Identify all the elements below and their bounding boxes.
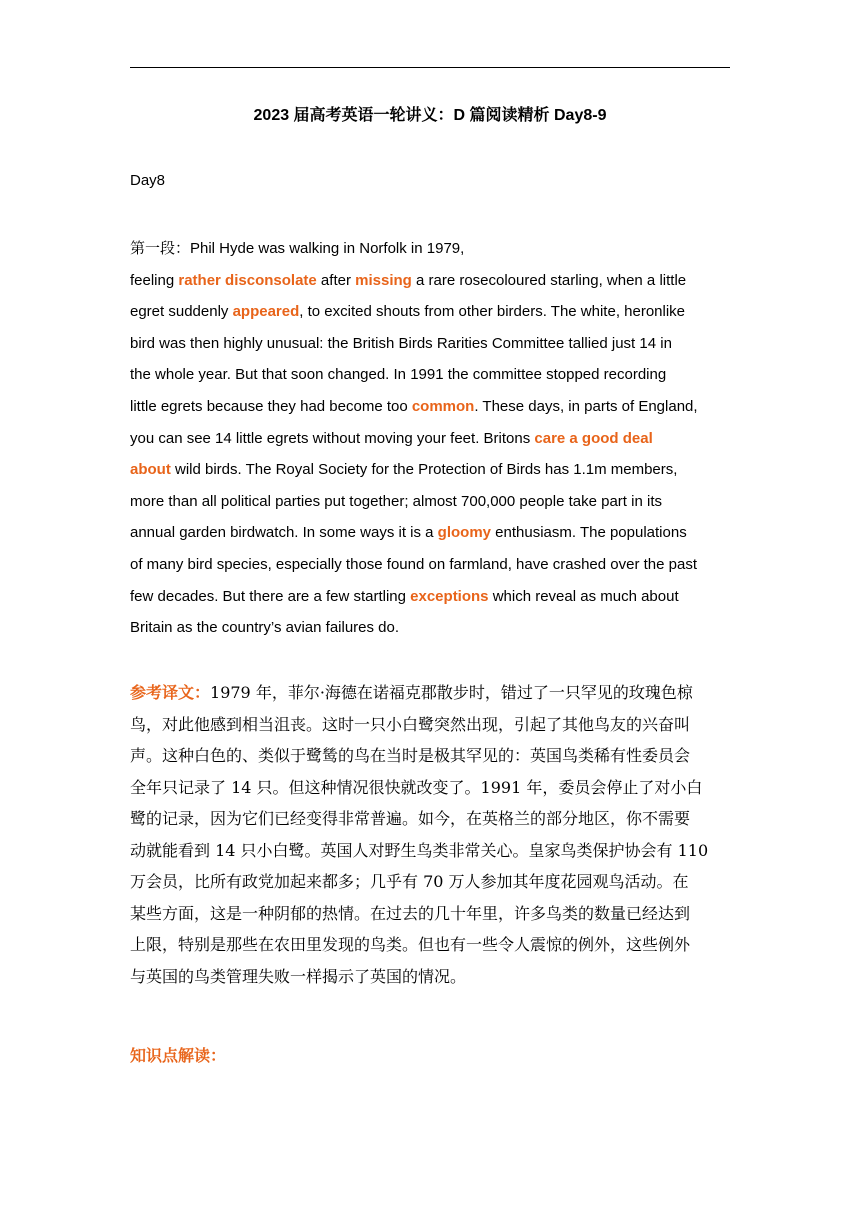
text-segment: the whole year. But that soon changed. In 1991 the committee stopped recording	[130, 366, 667, 384]
translation-line	[130, 803, 740, 835]
english-line	[130, 233, 740, 265]
translation-text: 全年只记录了 14 只。但这种情况很快就改变了。1991 年，委员会停止了对小白	[130, 777, 703, 797]
highlighted-term: care a good deal	[534, 429, 653, 447]
text-segment: bird was then highly unusual: the British Birds Rarities Committee tallied just 14 in	[130, 334, 672, 352]
english-line	[130, 423, 740, 455]
day-label: Day8	[130, 172, 166, 189]
text-segment: a rare rosecoloured starling, when a little	[411, 271, 687, 289]
translation-text: 1979 年，菲尔·海德在诺福克郡散步时，错过了一只罕见的玫瑰色椋	[210, 683, 693, 702]
text-segment: little egrets because they had become too	[130, 397, 412, 415]
english-line	[130, 359, 740, 391]
text-segment: Britain as the country’s avian failures do.	[130, 619, 400, 637]
translation-line	[130, 709, 740, 741]
english-line	[130, 517, 740, 549]
text-segment: enthusiasm. The populations	[491, 524, 687, 542]
highlighted-term: gloomy	[437, 524, 492, 542]
highlighted-term: appeared	[232, 303, 300, 321]
text-segment: which reveal as much about	[488, 587, 679, 605]
translation-line	[130, 929, 740, 961]
translation-paragraph	[130, 677, 740, 992]
text-segment: more than all political parties put together; almost 700,000 people take part in its	[130, 492, 662, 510]
text-segment: few decades. But there are a few startling	[130, 587, 411, 605]
english-line	[130, 612, 740, 644]
document-title: 2023 届高考英语一轮讲义：D 篇阅读精析 Day8-9	[253, 107, 607, 124]
highlighted-term: missing	[355, 271, 412, 289]
english-line	[130, 328, 740, 360]
highlighted-term: exceptions	[410, 587, 489, 605]
english-line	[130, 454, 740, 486]
text-segment: annual garden birdwatch. In some ways it is a	[130, 524, 438, 542]
text-segment: after	[316, 271, 356, 289]
text-segment: , to excited shouts from other birders. The white, heronlike	[299, 303, 686, 321]
translation-line	[130, 677, 740, 709]
english-line	[130, 391, 740, 423]
translation-line	[130, 772, 740, 804]
header-rule	[130, 67, 730, 68]
translation-text: 上限，特别是那些在农田里发现的鸟类。但也有一些令人震惊的例外，这些例外	[130, 935, 691, 954]
translation-line	[130, 866, 740, 898]
knowledge-points-heading: 知识点解读：	[130, 1048, 227, 1065]
text-segment: you can see 14 little egrets without moving your feet. Britons	[130, 429, 535, 447]
translation-text: 万会员，比所有政党加起来都多；几乎有 70 万人参加其年度花园观鸟活动。在	[130, 872, 689, 891]
translation-line	[130, 740, 740, 772]
english-line	[130, 581, 740, 613]
translation-text: 声。这种白色的、类似于鹭鸶的鸟在当时是极其罕见的：英国鸟类稀有性委员会	[130, 746, 691, 765]
text-segment: feeling	[130, 271, 179, 289]
text-segment: wild birds. The Royal Society for the Protection of Birds has 1.1m members,	[170, 461, 678, 479]
english-line	[130, 486, 740, 518]
translation-text: 某些方面，这是一种阴郁的热情。在过去的几十年里，许多鸟类的数量已经达到	[130, 903, 691, 923]
english-line	[130, 549, 740, 581]
translation-line	[130, 898, 740, 930]
text-segment: of many bird species, especially those found on farmland, have crashed over the past	[130, 555, 697, 573]
highlighted-term: common	[411, 397, 475, 415]
translation-text: 鹭的记录，因为它们已经变得非常普遍。如今，在英格兰的部分地区，你不需要	[130, 809, 691, 828]
translation-line	[130, 961, 740, 993]
translation-label: 参考译文：	[130, 683, 211, 702]
english-line	[130, 265, 740, 297]
translation-line	[130, 835, 740, 867]
translation-text: 动就能看到 14 只小白鹭。英国人对野生鸟类非常关心。皇家鸟类保护协会有 110	[130, 840, 709, 860]
text-segment: 第一段：Phil Hyde was walking in Norfolk in 1979,	[130, 240, 465, 257]
english-paragraph	[130, 233, 740, 644]
highlighted-term: about	[130, 461, 171, 479]
translation-text: 与英国的鸟类管理失败一样揭示了英国的情况。	[130, 966, 467, 986]
english-line	[130, 296, 740, 328]
highlighted-term: rather disconsolate	[178, 271, 317, 289]
text-segment: egret suddenly	[130, 303, 233, 321]
translation-text: 鸟，对此他感到相当沮丧。这时一只小白鹭突然出现，引起了其他鸟友的兴奋叫	[130, 714, 691, 734]
text-segment: . These days, in parts of England,	[474, 397, 698, 415]
